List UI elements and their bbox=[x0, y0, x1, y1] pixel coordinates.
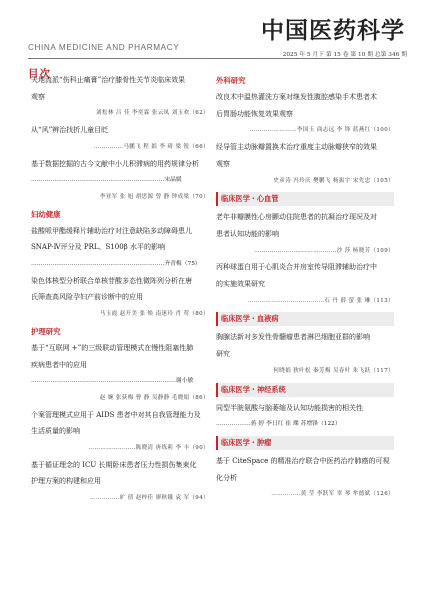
toc-entry[interactable] bbox=[31, 273, 209, 323]
entry-title-line[interactable]: 基于 CiteSpace 的精准治疗联合中医药治疗肺癌的可视 bbox=[216, 456, 390, 465]
entry-authors: ……………黄 莹 李跃军 辜 琴 牟德斌（126） bbox=[271, 491, 394, 498]
entry-title-line[interactable]: 基于循证理念的 ICU 长期卧床患者压力性损伤集束化 bbox=[31, 460, 197, 469]
section-heading: 妇幼健康 bbox=[31, 209, 61, 219]
section-heading-bar: 临床医学・心血管 bbox=[216, 192, 394, 206]
entry-authors: 赵 婉 张荻梅 曹 静 吴静静 毛晓娟（86） bbox=[99, 394, 209, 401]
section-heading-bar: 临床医学・血液病 bbox=[216, 312, 394, 326]
entry-title-line[interactable]: 天地流派“伤科止痛膏”治疗膝骨性关节炎临床效果 bbox=[31, 76, 186, 84]
entry-title-line[interactable]: 个案管理模式应用于 AIDS 患者中对其自我管理能力及 bbox=[31, 410, 201, 419]
toc-entry[interactable] bbox=[216, 139, 394, 189]
entry-title-line[interactable]: 疾病患者中的应用 bbox=[31, 360, 87, 369]
entry-leader-author: ……………………………………………………………齐青梅（75） bbox=[31, 261, 201, 268]
entry-title-line[interactable]: 后胃肠功能恢复效果观察 bbox=[216, 109, 293, 118]
toc-entry[interactable] bbox=[216, 209, 394, 259]
entry-title-line[interactable]: 护理方案的构建和应用 bbox=[31, 477, 101, 486]
toc-title: 目次 bbox=[28, 68, 51, 80]
toc-entry[interactable] bbox=[31, 122, 209, 155]
entry-authors: ……………………李国玉 商志远 李 锋 蓝燕红（100） bbox=[249, 127, 394, 134]
entry-title-line[interactable]: 研究 bbox=[216, 350, 230, 359]
entry-title-line[interactable]: 基于数据挖掘的古今文献中小儿积滞病的用药规律分析 bbox=[31, 159, 199, 168]
toc-left-column bbox=[31, 72, 209, 507]
entry-title-line[interactable]: SNAP-Ⅳ评分及 PRL、S100β 水平的影响 bbox=[31, 243, 165, 252]
section-heading: 护理研究 bbox=[31, 326, 61, 336]
toc-entry[interactable] bbox=[216, 329, 394, 379]
entry-authors: ……………旷 倩 赵梓佳 廖秋娥 袁 军（94） bbox=[90, 495, 209, 502]
toc-entry[interactable] bbox=[216, 259, 394, 309]
entry-authors: 刘松林 吕 佳 李奕霖 张云凤 刘玉欢（62） bbox=[96, 110, 209, 117]
entry-authors: ……………………………………沙 莎 杨晓芳（109） bbox=[254, 247, 394, 254]
toc-entry[interactable] bbox=[31, 340, 209, 407]
entry-title-line[interactable]: 盐酸哌甲酯缓释片辅助治疗对注意缺陷多动障碍患儿 bbox=[31, 226, 192, 235]
entry-title-line[interactable]: 改良术中温热灌洗方案对继发性腹腔感染手术患者术 bbox=[216, 93, 377, 101]
toc-entry[interactable] bbox=[216, 453, 394, 503]
entry-title-line[interactable]: 氏筛查高风险孕妇产前诊断中的应用 bbox=[31, 293, 143, 302]
entry-title-line[interactable]: 患者认知功能的影响 bbox=[216, 229, 279, 238]
section-heading-bar: 临床医学・肿瘤 bbox=[216, 436, 394, 450]
toc-entry[interactable] bbox=[31, 407, 209, 457]
entry-authors: ……………马鹏飞 程 娟 李 琦 梁 锐（66） bbox=[93, 143, 209, 150]
entry-title-line[interactable]: 基于“互联网 +”的三级联动管理模式在慢性阻塞性肺 bbox=[31, 343, 194, 352]
entry-title-line[interactable]: 老年非瓣膜性心房颤动住院患者的抗凝治疗现况及对 bbox=[216, 213, 377, 222]
entry-title-line[interactable]: 丙种球蛋白用于心肌炎合并房室传导阻滞辅助治疗中 bbox=[216, 263, 377, 272]
entry-leader-author: …………………………………………………………………谢小敏 bbox=[31, 378, 194, 385]
entry-title-line[interactable]: 胸腺法新对多发性骨髓瘤患者淋巴细胞亚群的影响 bbox=[216, 333, 370, 342]
toc-right-column bbox=[216, 72, 394, 503]
entry-authors: ……………………陈晓清 唐练莉 李 丰（90） bbox=[88, 445, 209, 452]
entry-title-line[interactable]: 生活质量的影响 bbox=[31, 427, 80, 436]
entry-title-line[interactable]: 从“风”辨治找折儿童目眨 bbox=[31, 126, 109, 135]
toc-entry[interactable] bbox=[31, 457, 209, 507]
section-heading-bar: 临床医学・神经系统 bbox=[216, 383, 394, 397]
entry-title-line[interactable]: 观察 bbox=[31, 92, 45, 101]
issue-info: 2025 年 5 月下 第 15 卷 第 10 期 总第 346 期 bbox=[282, 52, 407, 58]
journal-english-name: CHINA MEDICINE AND PHARMACY bbox=[28, 43, 180, 52]
entry-authors: 李亚军 张 旭 胡思源 曾 静 钟成梁（70） bbox=[99, 193, 209, 200]
entry-title-line[interactable]: 的实施效果研究 bbox=[216, 280, 265, 289]
header-divider bbox=[28, 58, 400, 59]
entry-leader-author: ……………………………………………………………宋晶媛 bbox=[31, 177, 182, 184]
entry-title-line[interactable]: 观察 bbox=[216, 159, 230, 168]
entry-title-line[interactable]: 染色体核型分析联合单核苷酸多态性微阵列分析在唐 bbox=[31, 276, 192, 285]
toc-entry[interactable] bbox=[216, 400, 394, 433]
toc-entry[interactable] bbox=[31, 72, 209, 122]
section-heading: 外科研究 bbox=[216, 76, 246, 85]
entry-authors: 史彦涛 冯玲庆 樊鹏飞 杨振宇 宋先忠（105） bbox=[273, 177, 394, 184]
entry-title-line[interactable]: 化分析 bbox=[216, 473, 237, 482]
journal-logo: 中国医药科学 bbox=[261, 17, 405, 44]
entry-title-line[interactable]: 同型半胱氨酸与脑萎缩及认知功能损害的相关性 bbox=[216, 403, 363, 412]
entry-leader-author: ………………蒋 婷 李日红 崔 璨 苏增锋（122） bbox=[216, 421, 341, 428]
entry-title-line[interactable]: 经导管主动脉瓣置换术治疗重度主动脉瓣狭窄的效果 bbox=[216, 143, 377, 152]
entry-authors: …………………………………石 丹 薛 萤 张 琳（113） bbox=[247, 297, 394, 304]
toc-entry[interactable] bbox=[216, 89, 394, 139]
toc-entry[interactable] bbox=[31, 156, 209, 206]
entry-authors: 马玉霞 赵开美 张 焕 南迷玲 肖 莺（80） bbox=[99, 311, 209, 318]
entry-authors: 何晓娟 狄叶松 秦芳梅 吴春叶 朱飞跃（117） bbox=[273, 367, 394, 374]
toc-entry[interactable] bbox=[31, 223, 209, 273]
